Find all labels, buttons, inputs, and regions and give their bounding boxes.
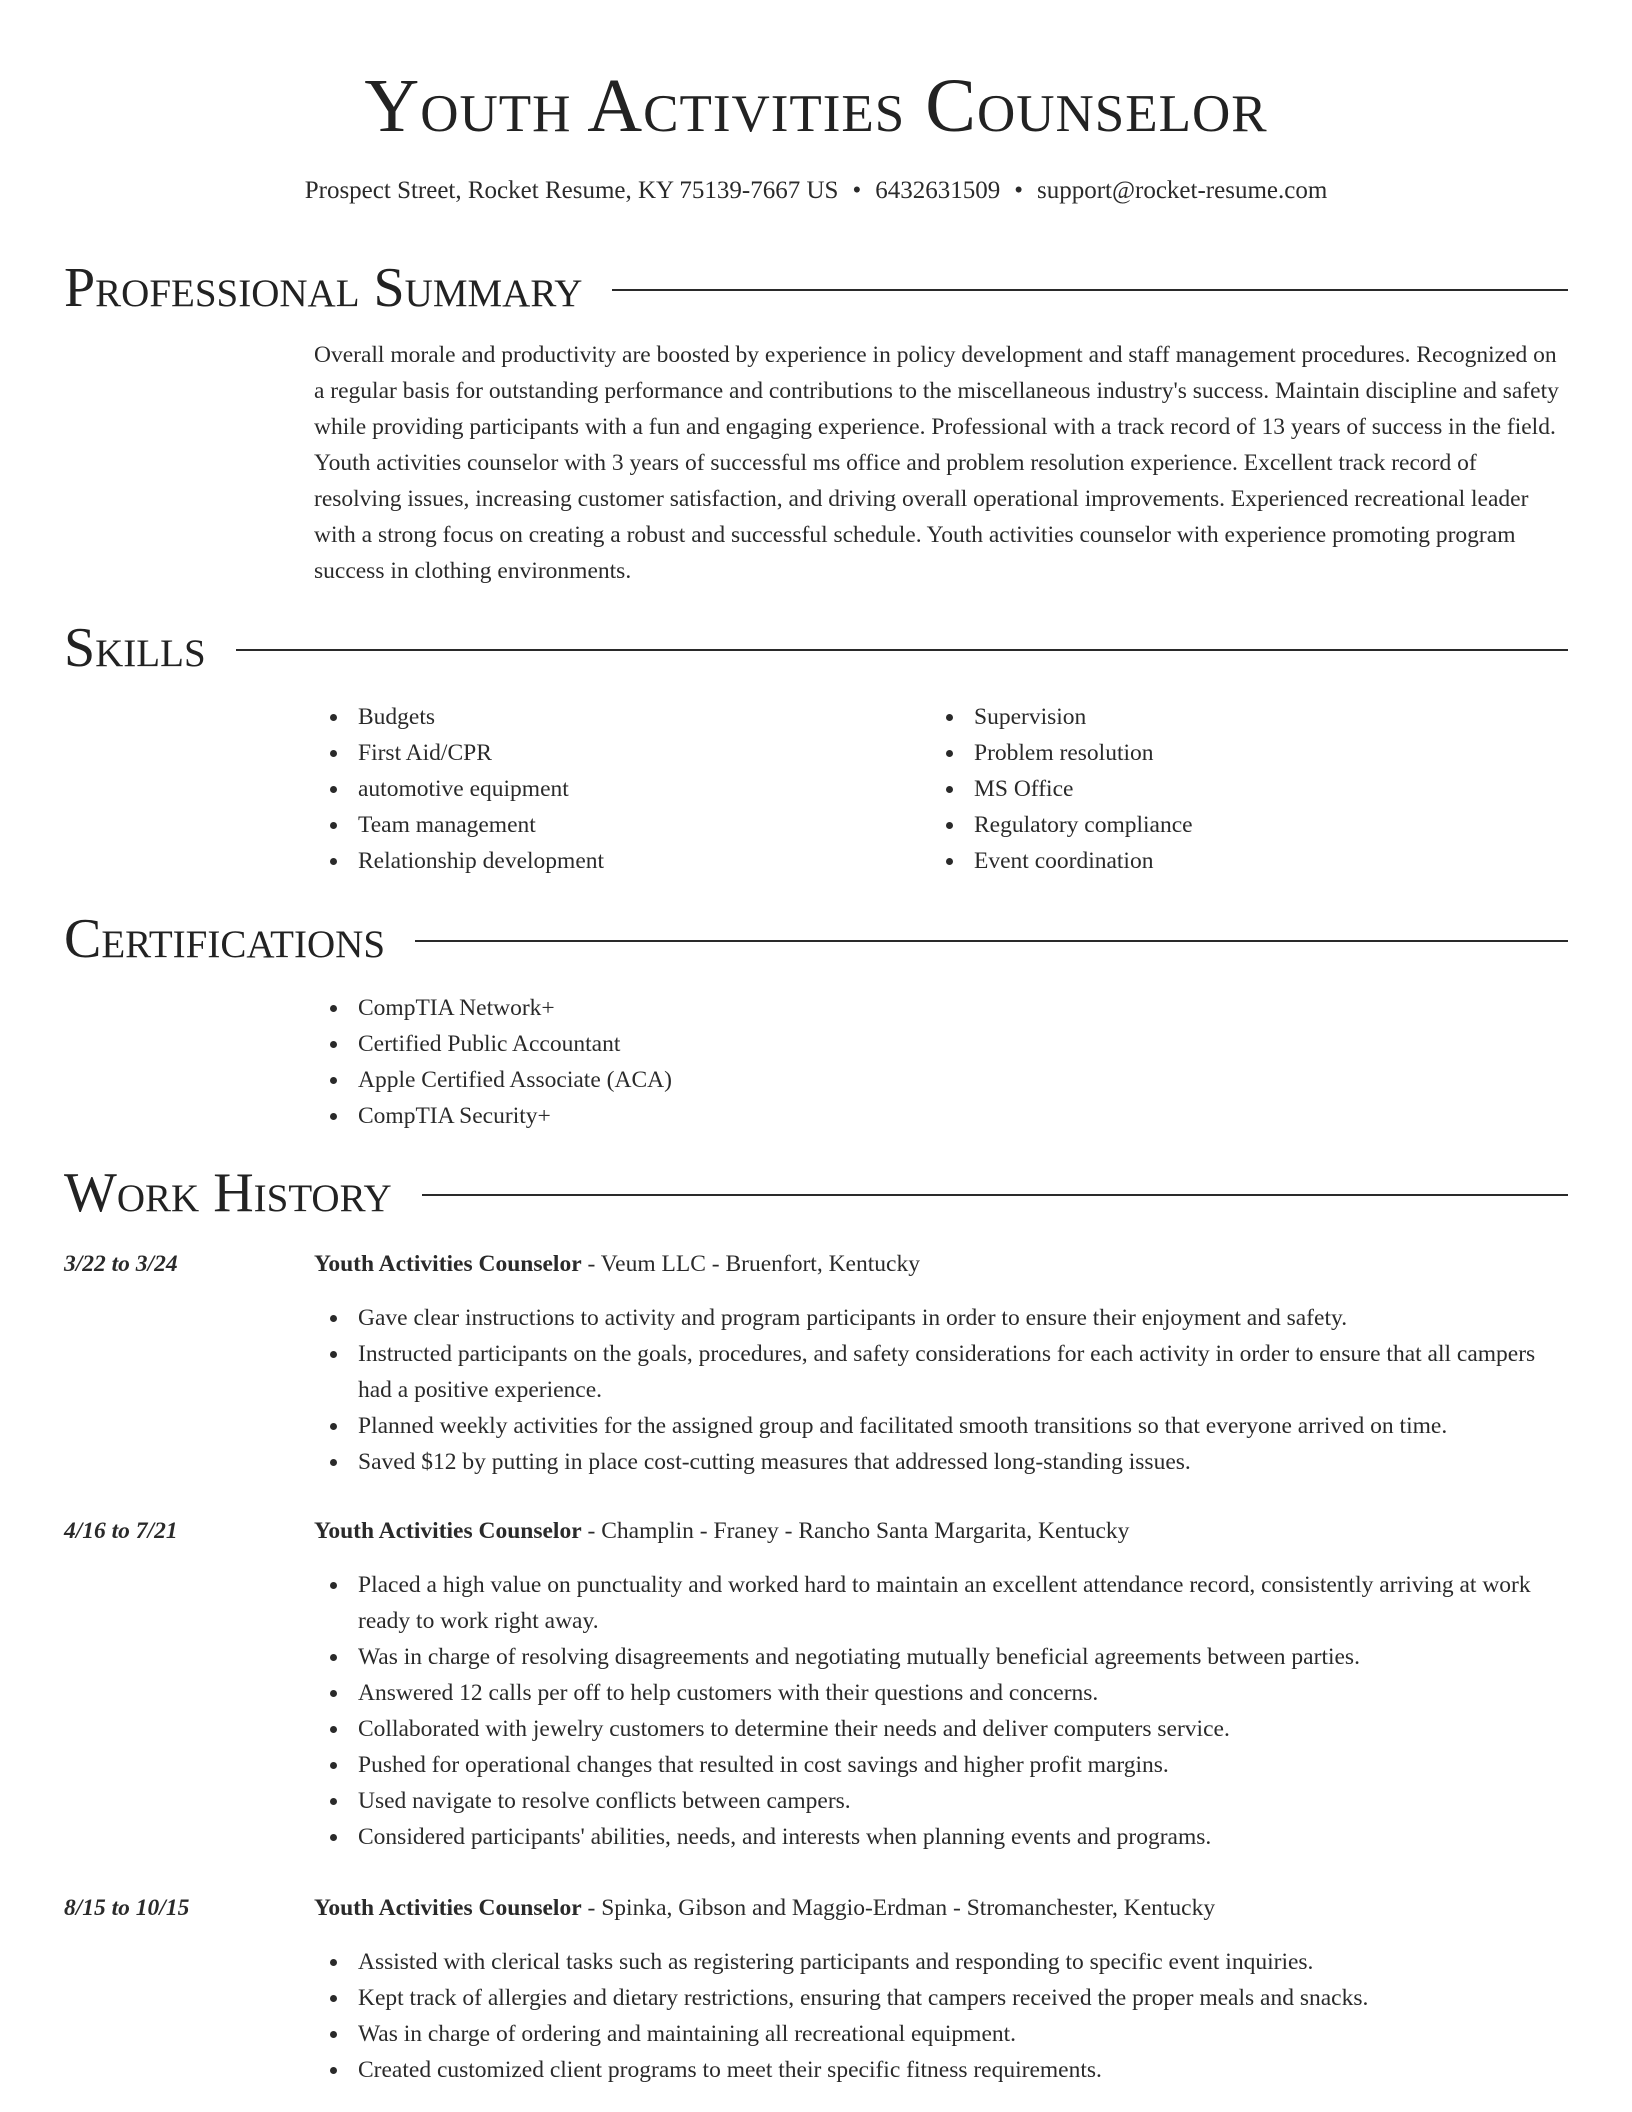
job-heading (314, 1246, 1568, 1282)
skill-item: Regulatory compliance (930, 807, 1530, 843)
skill-item: MS Office (930, 771, 1530, 807)
job-bullet: Instructed participants on the goals, procedures, and safety considerations for each activity in order to ensure that all campers had a positive experience. (314, 1336, 1568, 1408)
skill-item: Problem resolution (930, 735, 1530, 771)
skill-item: Team management (314, 807, 914, 843)
certifications-title: Certifications (64, 908, 386, 970)
work-history-section-heading (64, 1160, 1568, 1226)
job-dates: 8/15 to 10/15 (64, 1895, 190, 1921)
job-bullet-list (314, 1944, 1568, 2088)
section-divider (612, 289, 1568, 291)
section-divider (415, 940, 1568, 942)
certification-item: CompTIA Network+ (314, 990, 1568, 1026)
job-bullet: Saved $12 by putting in place cost-cutting measures that addressed long-standing issues. (314, 1444, 1568, 1480)
job-bullet: Was in charge of resolving disagreements and negotiating mutually beneficial agreements between parties. (314, 1639, 1568, 1675)
job-bullet: Used navigate to resolve conflicts between campers. (314, 1783, 1568, 1819)
skill-item: Supervision (930, 699, 1530, 735)
certifications-list (314, 990, 1568, 1134)
skills-list-right (930, 699, 1530, 879)
job-bullet: Answered 12 calls per off to help customers with their questions and concerns. (314, 1675, 1568, 1711)
job-bullet: Was in charge of ordering and maintaining all recreational equipment. (314, 2016, 1568, 2052)
job-bullet: Collaborated with jewelry customers to determine their needs and deliver computers service. (314, 1711, 1568, 1747)
certifications-block (314, 990, 1568, 1134)
contact-address: Prospect Street, Rocket Resume, KY 75139-7667 US (304, 177, 839, 204)
contact-email: support@rocket-resume.com (1036, 177, 1328, 204)
job-dates: 3/22 to 3/24 (64, 1251, 178, 1277)
contact-separator: • (852, 177, 862, 204)
job-bullet: Kept track of allergies and dietary restrictions, ensuring that campers received the proper meals and snacks. (314, 1980, 1568, 2016)
skills-title: Skills (64, 617, 206, 679)
skills-section-heading (64, 615, 1568, 681)
job-title: Youth Activities Counselor (314, 1895, 582, 1921)
job-bullet: Placed a high value on punctuality and worked hard to maintain an excellent attendance record, consistently arriving at work ready to work right away. (314, 1567, 1568, 1639)
contact-phone: 6432631509 (875, 177, 1001, 204)
job-bullet: Pushed for operational changes that resulted in cost savings and higher profit margins. (314, 1747, 1568, 1783)
skill-item: Relationship development (314, 843, 914, 879)
resume-name: Youth Activities Counselor (364, 64, 1268, 148)
section-divider (236, 649, 1568, 651)
summary-title: Professional Summary (64, 257, 583, 319)
summary-text: Overall morale and productivity are boosted by experience in policy development and staff management procedures. Recognized on a regular basis for outstanding performance and contributions to the miscellaneous industry's success. Maintain discipline and safety while providing participants with a fun and engaging experience. Professional with a track record of 13 years of success in the field. Youth activities counselor with 3 years of successful ms office and problem resolution experience. Excellent track record of resolving issues, increasing customer satisfaction, and driving overall operational improvements. Experienced recreational leader with a strong focus on creating a robust and successful schedule. Youth activities counselor with experience promoting program success in clothing environments. (314, 342, 1559, 584)
job-title: Youth Activities Counselor (314, 1251, 582, 1277)
job-bullet: Assisted with clerical tasks such as registering participants and responding to specific event inquiries. (314, 1944, 1568, 1980)
skill-item: First Aid/CPR (314, 735, 914, 771)
job-bullet: Created customized client programs to meet their specific fitness requirements. (314, 2052, 1568, 2088)
job-employer-location: - Veum LLC - Bruenfort, Kentucky (581, 1251, 920, 1277)
certification-item: Apple Certified Associate (ACA) (314, 1062, 1568, 1098)
skill-item: automotive equipment (314, 771, 914, 807)
job-bullet: Gave clear instructions to activity and program participants in order to ensure their enjoyment and safety. (314, 1300, 1568, 1336)
skills-column-left (314, 699, 914, 879)
job-responsibilities (314, 1567, 1568, 1855)
job-heading (314, 1513, 1568, 1549)
work-history-title: Work History (64, 1162, 392, 1224)
certification-item: CompTIA Security+ (314, 1098, 1568, 1134)
job-bullet-list (314, 1567, 1568, 1855)
certification-item: Certified Public Accountant (314, 1026, 1568, 1062)
job-dates: 4/16 to 7/21 (64, 1518, 178, 1544)
job-employer-location: - Spinka, Gibson and Maggio-Erdman - Stromanchester, Kentucky (581, 1895, 1216, 1921)
job-responsibilities (314, 1944, 1568, 2088)
skill-item: Budgets (314, 699, 914, 735)
job-bullet: Considered participants' abilities, needs, and interests when planning events and programs. (314, 1819, 1568, 1855)
contact-separator: • (1014, 177, 1023, 204)
skills-column-right (930, 699, 1530, 879)
summary-section-heading (64, 255, 1568, 321)
contact-line (0, 174, 1632, 208)
job-heading (314, 1890, 1568, 1926)
certifications-section-heading (64, 906, 1568, 972)
job-employer-location: - Champlin - Franey - Rancho Santa Margarita, Kentucky (581, 1518, 1130, 1544)
job-title: Youth Activities Counselor (314, 1518, 582, 1544)
skill-item: Event coordination (930, 843, 1530, 879)
section-divider (422, 1194, 1568, 1196)
job-bullet: Planned weekly activities for the assigned group and facilitated smooth transitions so that everyone arrived on time. (314, 1408, 1568, 1444)
skills-list-left (314, 699, 914, 879)
job-bullet-list (314, 1300, 1568, 1480)
job-responsibilities (314, 1300, 1568, 1480)
